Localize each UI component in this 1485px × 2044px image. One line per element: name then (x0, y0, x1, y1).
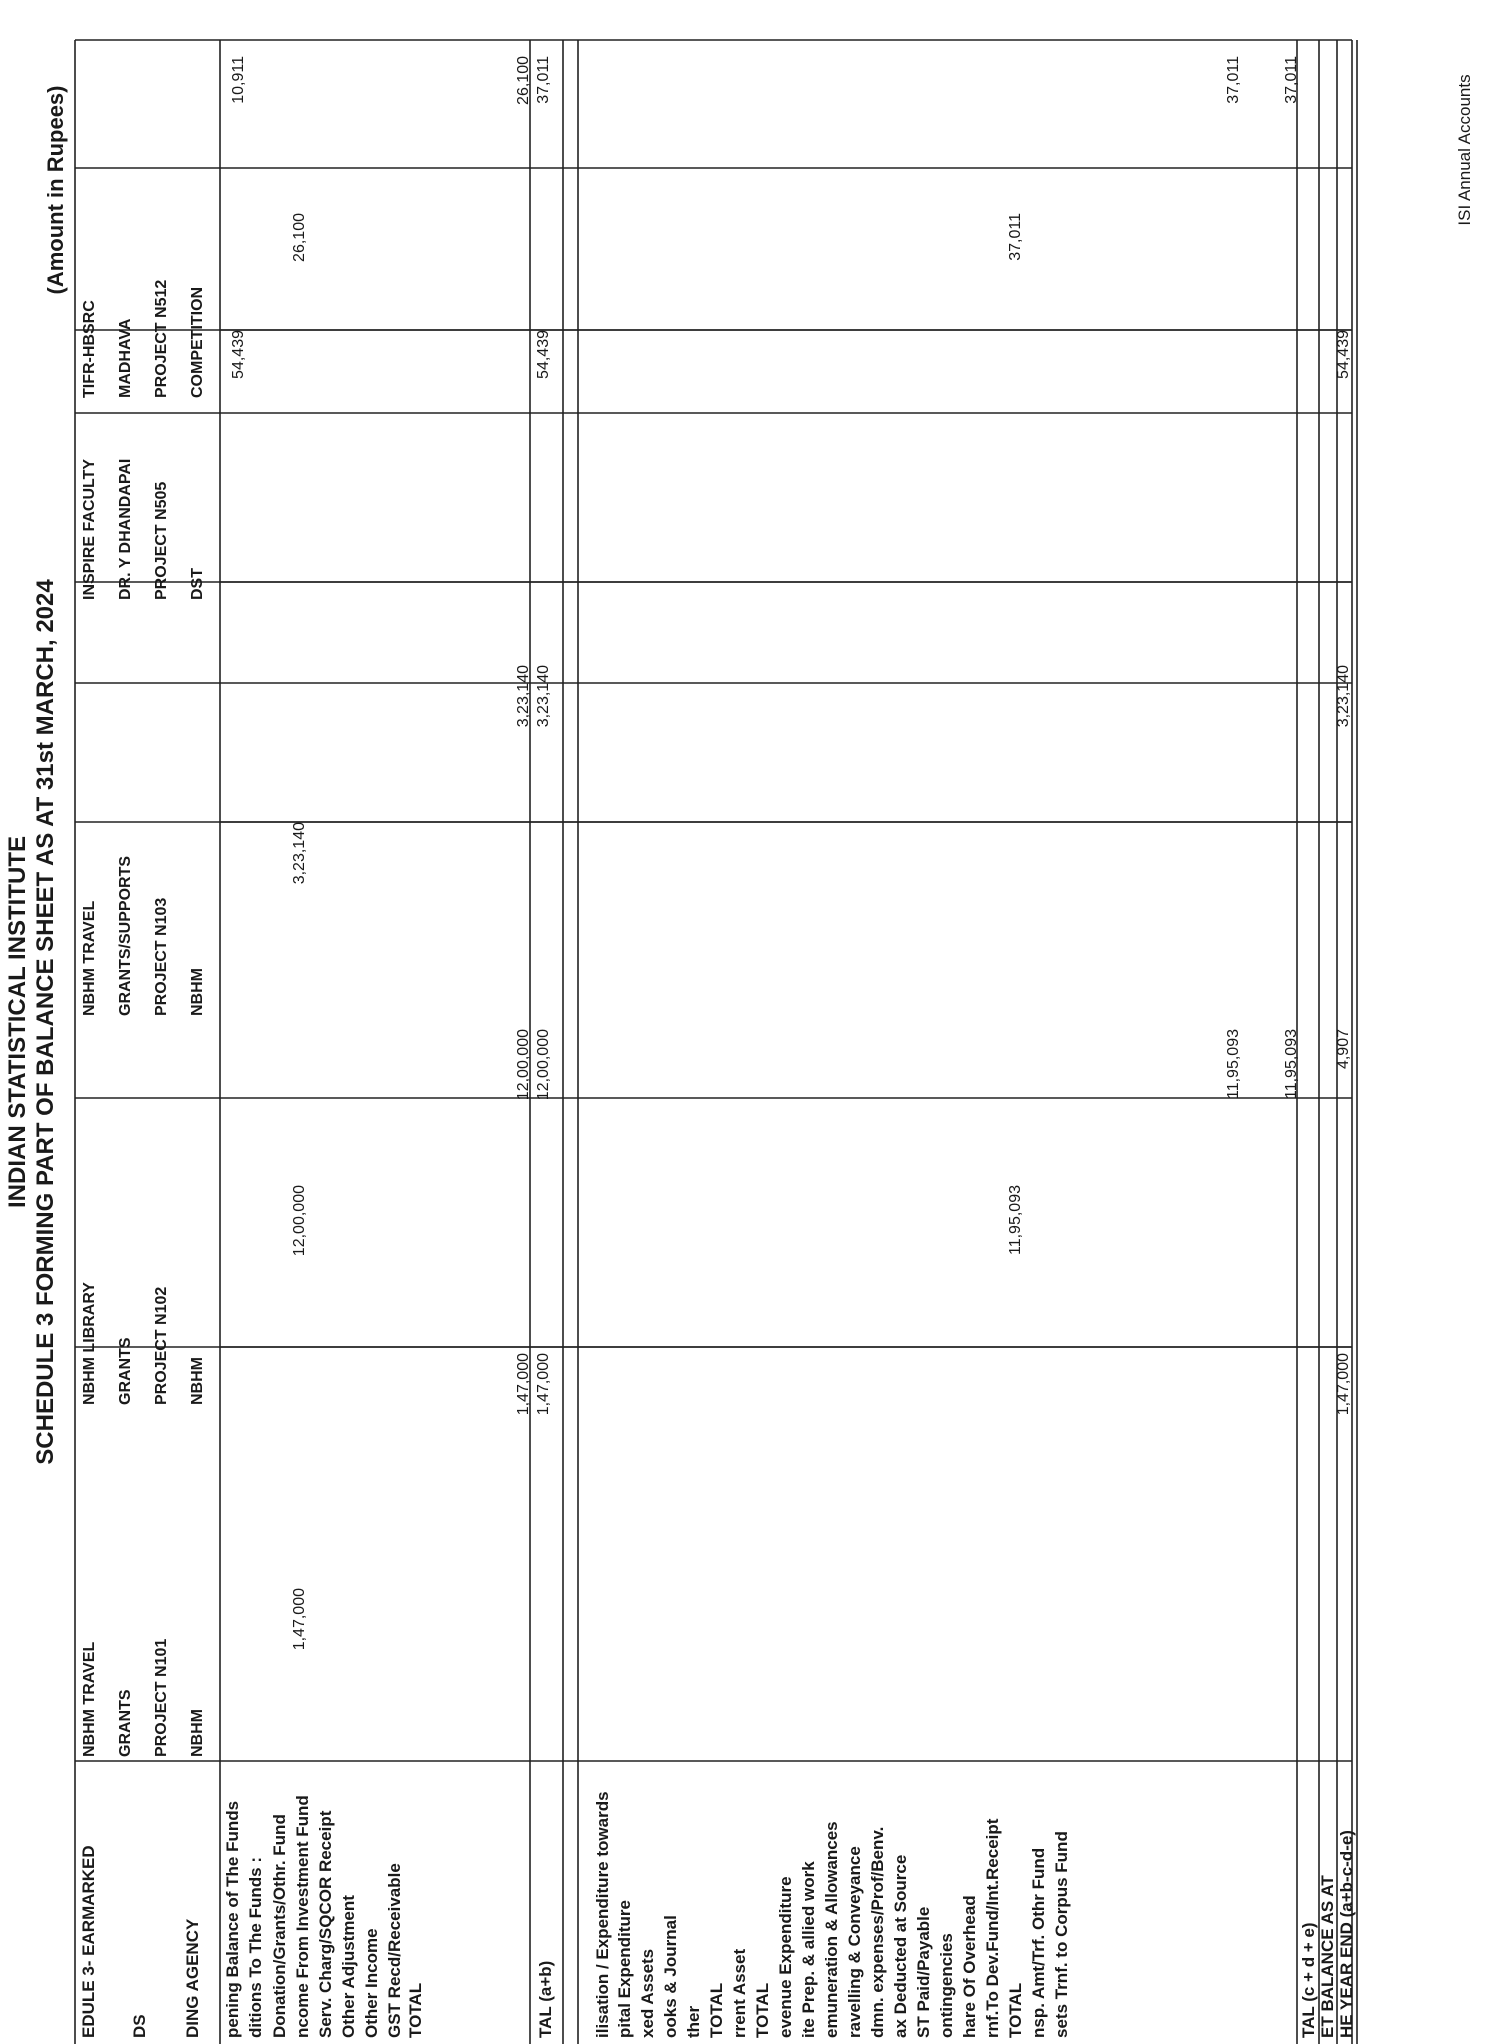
row-label: Serv. Charg/SQCOR Receipt (316, 1810, 335, 2038)
row-label: ite Prep. & allied work (799, 1861, 818, 2038)
row-label: Other Adjustment (339, 1895, 358, 2038)
project-header-line: NBHM TRAVEL (81, 900, 98, 1016)
row-label: ontingencies (937, 1933, 956, 2038)
amount: 26,100 (515, 56, 532, 105)
amount: 3,23,140 (535, 665, 552, 728)
row-label: emuneration & Allowances (822, 1821, 841, 2038)
project-header-line: NBHM TRAVEL (81, 1641, 98, 1757)
row-label: ditions To The Funds : (246, 1857, 265, 2038)
project-header-line: PROJECT N102 (153, 1286, 170, 1405)
row-label: dmn. expenses/Prof/Benv. (868, 1826, 887, 2038)
row-label-net: ET BALANCE AS AT (1318, 1875, 1337, 2038)
project-header-line: NBHM (189, 1709, 206, 1757)
row-label: GST Recd/Receivable (385, 1863, 404, 2038)
amount: 3,23,140 (1335, 665, 1352, 728)
amount: 54,439 (1335, 330, 1352, 379)
project-header-line: PROJECT N512 (153, 279, 170, 398)
amount: 1,47,000 (515, 1353, 532, 1416)
row-label-net: HE YEAR END (a+b-c-d-e) (1337, 1830, 1356, 2038)
project-header-line: COMPETITION (189, 286, 206, 398)
amount: 37,011 (1007, 213, 1024, 261)
row-label: Other Income (362, 1928, 381, 2038)
row-label: sets Trnf. to Corpus Fund (1052, 1831, 1071, 2038)
row-label: evenue Expenditure (776, 1876, 795, 2038)
amount: 11,95,093 (1007, 1185, 1024, 1255)
project-header-line: PROJECT N103 (153, 897, 170, 1016)
header-schedule: EDULE 3- EARMARKED (79, 1845, 98, 2038)
header-funds: DS (130, 2014, 149, 2038)
row-label: TOTAL (707, 1982, 726, 2038)
amount: 12,00,000 (535, 1029, 552, 1101)
row-label: pital Expenditure (615, 1900, 634, 2038)
institute-title: INDIAN STATISTICAL INSTITUTE (4, 836, 31, 1208)
row-label: hare Of Overhead (960, 1895, 979, 2038)
project-header-line: PROJECT N101 (153, 1638, 170, 1757)
row-label: ilisation / Expenditure towards (593, 1791, 612, 2038)
row-label: pening Balance of The Funds (223, 1800, 242, 2038)
row-label: xed Assets (638, 1948, 657, 2038)
project-header-line: DST (189, 568, 206, 600)
amount: 4,907 (1335, 1029, 1352, 1070)
row-label: ncome From Investment Fund (293, 1795, 312, 2038)
schedule-title: SCHEDULE 3 FORMING PART OF BALANCE SHEET AS AT 31st MARCH, 2024 (32, 579, 59, 1465)
row-label: ravelling & Conveyance (845, 1846, 864, 2038)
project-header-line: DR. Y DHANDAPAI (117, 458, 134, 600)
amount: 10,911 (230, 56, 247, 104)
row-label: ax Deducted at Source (891, 1854, 910, 2038)
row-label-total-cde: TAL (c + d + e) (1299, 1922, 1318, 2038)
project-header-line: NBHM (189, 968, 206, 1016)
row-label: TOTAL (753, 1982, 772, 2038)
row-label: TOTAL (1006, 1982, 1025, 2038)
amount: 26,100 (291, 213, 308, 262)
header-agency: DING AGENCY (183, 1918, 202, 2038)
amount: 12,00,000 (291, 1185, 308, 1257)
amount-note: (Amount in Rupees) (43, 85, 68, 295)
amount: 37,011 (535, 56, 552, 104)
amount: 1,47,000 (1335, 1353, 1352, 1416)
amount: 37,011 (1283, 56, 1300, 104)
row-label: ooks & Journal (661, 1915, 680, 2038)
amount: 11,95,093 (1283, 1029, 1300, 1099)
project-header-line: GRANTS (117, 1689, 134, 1757)
row-label: Donation/Grants/Othr. Fund (270, 1814, 289, 2038)
row-label: rnf.To Dev.Fund/Int.Receipt (983, 1818, 1002, 2038)
project-header-line: PROJECT N505 (153, 481, 170, 600)
project-header-line: MADHAVA (117, 318, 134, 398)
row-label: TOTAL (406, 1982, 425, 2038)
amount: 1,47,000 (535, 1353, 552, 1416)
project-header-line: NBHM (189, 1357, 206, 1405)
project-header-line: GRANTS (117, 1337, 134, 1405)
amount: 37,011 (1225, 56, 1242, 104)
row-label: ther (684, 2005, 703, 2038)
amount: 11,95,093 (1225, 1029, 1242, 1099)
footer-note: ISI Annual Accounts (1455, 74, 1474, 226)
row-label: rrent Asset (730, 1948, 749, 2038)
amount: 1,47,000 (291, 1588, 308, 1651)
project-header-line: INSPIRE FACULTY (81, 458, 98, 600)
amount: 54,439 (535, 330, 552, 379)
amount: 3,23,140 (291, 822, 308, 885)
row-label-total-ab: TAL (a+b) (536, 1960, 555, 2038)
row-label: ST Paid/Payable (914, 1906, 933, 2038)
amount: 3,23,140 (515, 665, 532, 728)
project-header-line: NBHM LIBRARY (81, 1282, 98, 1405)
amount: 54,439 (230, 330, 247, 379)
project-header-line: TIFR-HBSRC (81, 300, 98, 398)
amount: 12,00,000 (515, 1029, 532, 1101)
project-header-line: GRANTS/SUPPORTS (117, 855, 134, 1016)
row-label: nsp. Amt/Trf. Othr Fund (1029, 1847, 1048, 2038)
